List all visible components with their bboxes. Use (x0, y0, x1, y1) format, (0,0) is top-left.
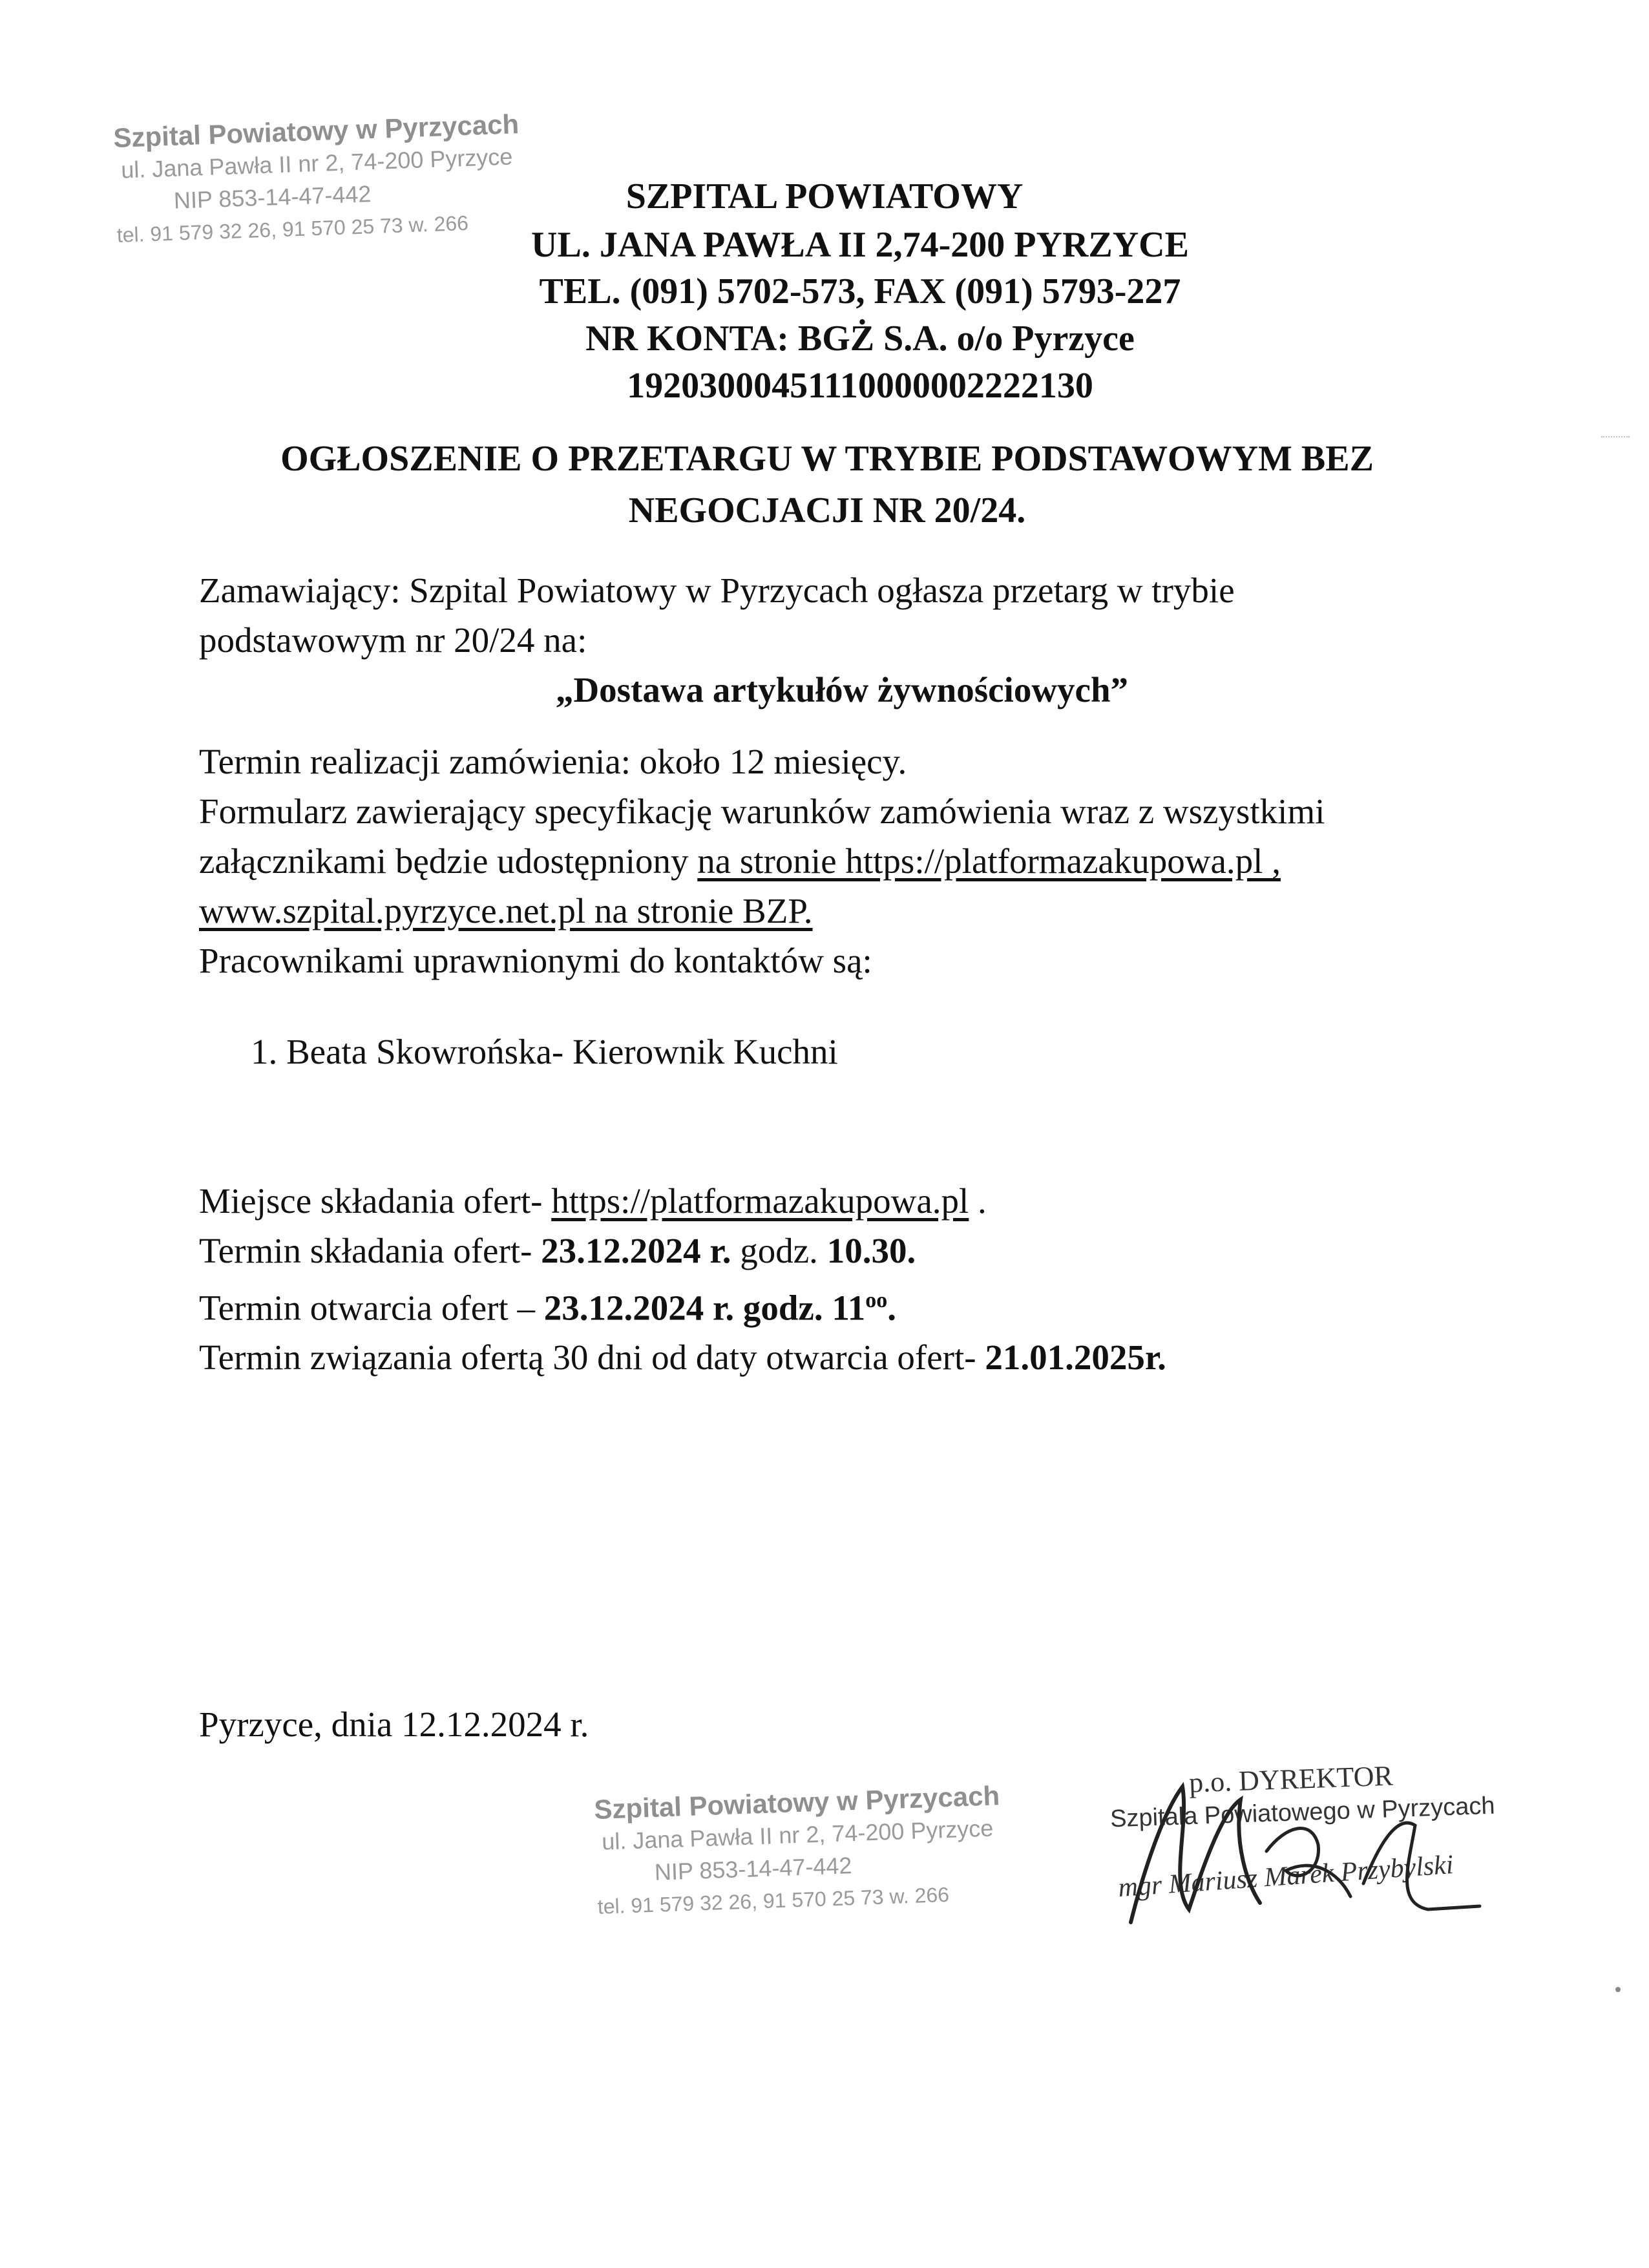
letterhead-line3: TEL. (091) 5702-573, FAX (091) 5793-227 (539, 271, 1181, 311)
intro-line2: podstawowym nr 20/24 na: (199, 620, 587, 660)
scan-artifact (1601, 436, 1630, 450)
handwritten-signature-icon (1092, 1774, 1506, 1942)
form-line2-prefix: załącznikami będzie udostępniony (199, 841, 698, 881)
letterhead-line4: NR KONTA: BGŻ S.A. o/o Pyrzyce (585, 319, 1135, 359)
place-date: Pyrzyce, dnia 12.12.2024 r. (199, 1705, 589, 1744)
title-line2: NEGOCJACJI NR 20/24. (628, 490, 1026, 530)
details-section (199, 737, 1504, 1076)
offer-deadline-time: 10.30. (826, 1231, 916, 1270)
intro-section (199, 565, 1504, 715)
stamp-address: ul. Jana Pawła II nr 2, 74-200 Pyrzyce (120, 143, 513, 184)
offer-place (199, 1176, 1504, 1226)
letterhead-account: 19203000451110000002222130 (627, 366, 1093, 406)
order-subject: „Dostawa artykułów żywnościowych” (555, 670, 1129, 709)
hospital-stamp-bottom (594, 1780, 1003, 1923)
director-name: mgr Mariusz Marek Przybylski (1117, 1849, 1455, 1904)
contact-item-1: 1. Beata Skowrońska- Kierownik Kuchni (251, 1032, 838, 1071)
stamp-bottom-name: Szpital Powiatowy w Pyrzycach (593, 1780, 1000, 1825)
offer-deadline (199, 1226, 1504, 1276)
offer-opening-label: Termin otwarcia ofert – (199, 1288, 544, 1328)
director-title: p.o. DYREKTOR (1188, 1759, 1394, 1799)
offer-deadline-date: 23.12.2024 r. (541, 1231, 731, 1270)
letterhead-line2: UL. JANA PAWŁA II 2,74-200 PYRZYCE (531, 225, 1189, 265)
scan-dot (1615, 1987, 1621, 1992)
stamp-bottom-nip: NIP 853-14-47-442 (654, 1852, 853, 1885)
offer-place-label: Miejsce składania ofert- (199, 1181, 552, 1221)
offer-binding-date: 21.01.2025r. (985, 1338, 1166, 1378)
offer-opening (199, 1276, 1504, 1332)
form-line2 (199, 836, 1504, 886)
intro-line1: Zamawiający: Szpital Powiatowy w Pyrzycach ogłasza przetarg w trybie (199, 571, 1235, 610)
offer-place-suffix: . (969, 1181, 987, 1221)
announcement-title (194, 433, 1460, 536)
director-org: Szpitala Powiatowego w Pyrzycach (1109, 1792, 1496, 1833)
offer-opening-end: . (887, 1288, 897, 1328)
stamp-bottom-address: ul. Jana Pawła II nr 2, 74-200 Pyrzyce (601, 1814, 994, 1855)
offer-platform-link[interactable]: https://platformazakupowa.pl (551, 1181, 969, 1221)
stamp-bottom-tel: tel. 91 579 32 26, 91 570 25 73 w. 266 (597, 1882, 950, 1918)
offer-binding-label: Termin związania ofertą 30 dni od daty otwarcia ofert- (199, 1338, 985, 1378)
letterhead-line1: SZPITAL POWIATOWY (625, 176, 1024, 216)
contacts-label: Pracownikami uprawnionymi do kontaktów są: (199, 941, 872, 980)
offers-section (199, 1176, 1504, 1382)
offer-deadline-label: Termin składania ofert- (199, 1231, 541, 1270)
stamp-name: Szpital Powiatowy w Pyrzycach (112, 109, 520, 153)
form-line1: Formularz zawierający specyfikację warunków zamówienia wraz z wszystkimi (199, 792, 1325, 831)
offer-binding (199, 1332, 1504, 1382)
offer-deadline-mid: godz. (731, 1231, 827, 1270)
offer-opening-sup: oo (865, 1288, 888, 1312)
hospital-website-link[interactable]: www.szpital.pyrzyce.net.pl na stronie BZP. (199, 891, 813, 930)
realization-term: Termin realizacji zamówienia: około 12 miesięcy. (199, 742, 907, 781)
title-line1: OGŁOSZENIE O PRZETARGU W TRYBIE PODSTAWOWYM BEZ (280, 439, 1374, 479)
offer-opening-datetime: 23.12.2024 r. godz. 11 (543, 1288, 866, 1328)
stamp-tel: tel. 91 579 32 26, 91 570 25 73 w. 266 (116, 211, 469, 247)
platform-link[interactable]: na stronie https://platformazakupowa.pl , (697, 841, 1281, 881)
stamp-nip: NIP 853-14-47-442 (173, 180, 372, 214)
